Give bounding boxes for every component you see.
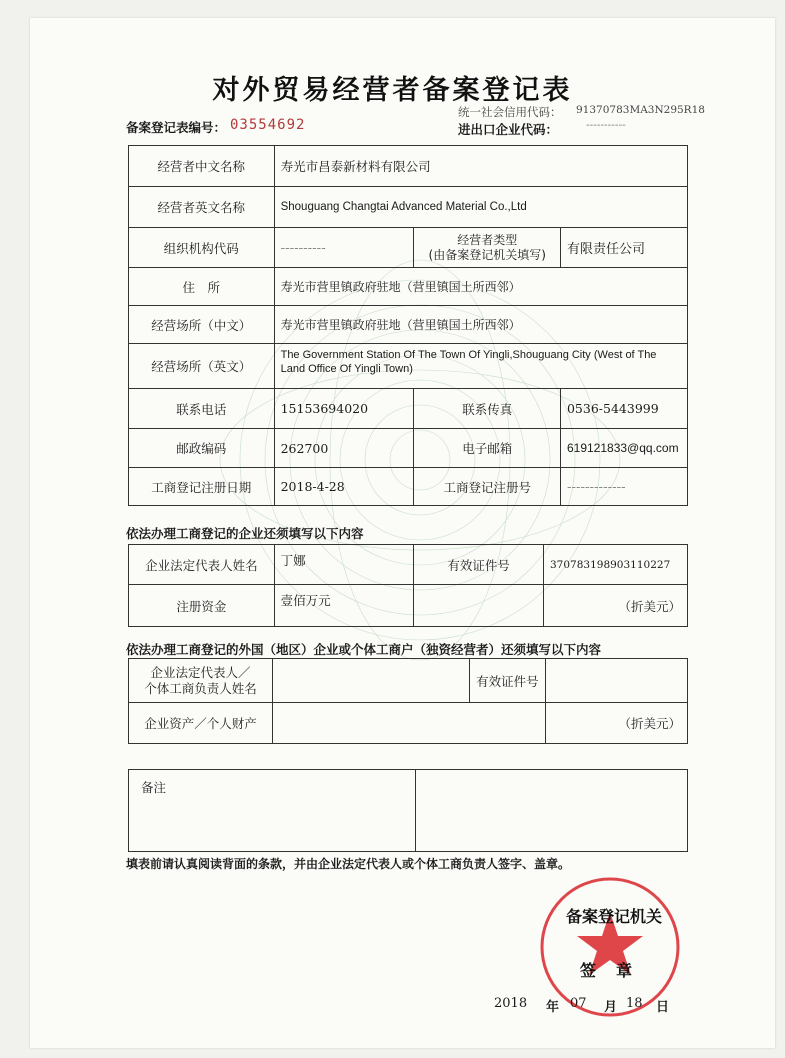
ie-code-label: 进出口企业代码： (458, 122, 559, 137)
name-cn-value: 寿光市昌泰新材料有限公司 (274, 146, 687, 187)
capital-usd-note: （折美元） (544, 585, 688, 627)
reg-date-value: 2018-4-28 (274, 468, 414, 506)
phone-value: 15153694020 (274, 389, 414, 429)
capital-value: 壹佰万元 (274, 585, 414, 627)
section3-heading: 依法办理工商登记的外国（地区）企业或个体工商户（独资经营者）还须填写以下内容 (126, 642, 602, 657)
place-cn-value: 寿光市营里镇政府驻地（营里镇国土所西邻） (274, 306, 687, 344)
ie-code-value: ----------- (586, 120, 626, 131)
name-en-label: 经营者英文名称 (129, 187, 275, 228)
postcode-label: 邮政编码 (129, 429, 275, 468)
operator-type-label (414, 228, 561, 268)
name-cn-label: 经营者中文名称 (129, 146, 275, 187)
registration-authority: 备案登记机关 (566, 907, 663, 926)
capital-label: 注册资金 (129, 585, 275, 627)
operator-type-value: 有限责任公司 (560, 228, 687, 268)
section2-heading: 依法办理工商登记的企业还须填写以下内容 (126, 526, 364, 541)
date-month: 07 (570, 996, 587, 1011)
reg-no-value: 03554692 (230, 117, 306, 133)
fax-label: 联系传真 (414, 389, 561, 429)
legal-rep-value: 丁娜 (274, 545, 414, 585)
email-value: 619121833@qq.com (560, 429, 687, 468)
section3-table (128, 658, 688, 744)
id-number-label: 有效证件号 (414, 545, 544, 585)
foreign-rep-label-line1: 企业法定代表人／ (150, 664, 251, 680)
main-info-table (128, 145, 688, 506)
foreign-id-value (545, 659, 687, 703)
address-label: 住 所 (129, 268, 275, 306)
credit-code-value: 91370783MA3N295R18 (576, 104, 705, 116)
email-label: 电子邮箱 (414, 429, 561, 468)
foreign-rep-value (273, 659, 470, 703)
operator-type-subtitle: (由备案登记机关填写) (428, 247, 546, 262)
place-cn-label: 经营场所（中文） (129, 306, 275, 344)
date-day-suffix: 日 (656, 1000, 670, 1015)
foreign-id-label: 有效证件号 (470, 659, 546, 703)
place-en-label: 经营场所（英文） (129, 344, 275, 389)
date-month-suffix: 月 (604, 1000, 618, 1015)
capital-blank (414, 585, 544, 627)
legal-rep-label: 企业法定代表人姓名 (129, 545, 275, 585)
sign-seal-label: 签章 (580, 961, 653, 980)
assets-value (273, 703, 546, 744)
assets-label: 企业资产／个人财产 (129, 703, 273, 744)
biz-reg-no-value: ------------- (560, 468, 687, 506)
address-value: 寿光市营里镇政府驻地（营里镇国土所西邻） (274, 268, 687, 306)
phone-label: 联系电话 (129, 389, 275, 429)
footer-note: 填表前请认真阅读背面的条款，并由企业法定代表人或个体工商负责人签字、盖章。 (126, 857, 571, 871)
remarks-table (128, 769, 688, 852)
postcode-value: 262700 (274, 429, 414, 468)
operator-type-title: 经营者类型 (457, 232, 518, 247)
org-code-value: ---------- (274, 228, 414, 268)
biz-reg-no-label: 工商登记注册号 (414, 468, 561, 506)
name-en-value: Shouguang Changtai Advanced Material Co.,Ltd (274, 187, 687, 228)
page-title: 对外贸易经营者备案登记表 (212, 75, 573, 106)
credit-code-label: 统一社会信用代码： (458, 105, 562, 119)
remarks-label: 备注 (129, 770, 416, 852)
remarks-value (415, 770, 688, 852)
date-day: 18 (626, 996, 643, 1011)
section2-table (128, 544, 688, 627)
org-code-label: 组织机构代码 (129, 228, 275, 268)
reg-date-label: 工商登记注册日期 (129, 468, 275, 506)
id-number-value: 370783198903110227 (544, 545, 688, 585)
date-year: 2018 (494, 996, 528, 1011)
foreign-rep-label (129, 659, 273, 703)
place-en-value: The Government Station Of The Town Of Yingli,Shouguang City (West of The Land Office Of Yingli Town) (274, 344, 687, 389)
fax-value: 0536-5443999 (560, 389, 687, 429)
date-year-suffix: 年 (546, 1000, 560, 1015)
foreign-rep-label-line2: 个体工商负责人姓名 (144, 680, 257, 696)
reg-no-label: 备案登记表编号： (126, 120, 227, 135)
assets-usd-note: （折美元） (545, 703, 687, 744)
